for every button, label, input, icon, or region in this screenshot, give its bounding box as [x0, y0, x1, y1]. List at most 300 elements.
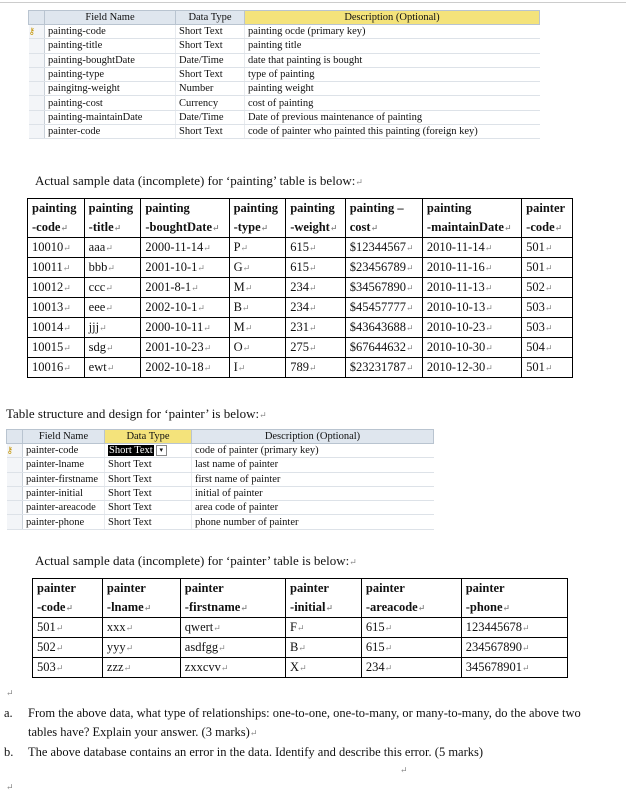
cell-value: 615: [365, 620, 385, 634]
field-name-cell[interactable]: painter-code: [23, 444, 105, 458]
painting-sample-row: [28, 298, 573, 318]
table-cell: [84, 278, 141, 298]
cell-value: jjj: [88, 320, 100, 334]
table-cell: [102, 658, 180, 678]
cell-mark: ↵: [107, 263, 115, 273]
table-cell: [286, 338, 346, 358]
cell-mark: ↵: [405, 263, 414, 273]
column-header: [286, 598, 362, 618]
table-cell: [345, 278, 422, 298]
cell-value: $67644632: [349, 340, 406, 354]
table-cell: [522, 318, 573, 338]
painting-design-row[interactable]: [29, 125, 540, 139]
table-cell: [84, 358, 141, 378]
cell-mark: ↵: [485, 303, 493, 313]
description-cell[interactable]: painting weight: [245, 82, 540, 96]
cell-mark: ↵: [544, 243, 553, 253]
cell-mark: ↵: [106, 363, 115, 373]
painting-design-row[interactable]: [29, 110, 540, 124]
painter-sample-header-row: [33, 598, 568, 618]
column-header: [461, 598, 567, 618]
column-header-suffix: -title: [88, 220, 114, 234]
cell-value: X: [290, 660, 300, 674]
cell-value: 234: [290, 280, 309, 294]
data-type-cell[interactable]: Short Text: [176, 25, 245, 39]
data-type-cell[interactable]: Short Text: [105, 472, 192, 486]
cell-value: 501: [37, 620, 56, 634]
cell-mark: ↵: [503, 223, 512, 233]
painting-sample-header-row: [28, 218, 573, 238]
column-header: painter: [522, 199, 573, 219]
painting-design-grid: [28, 10, 540, 139]
cell-mark: ↵: [485, 323, 493, 333]
table-cell: [522, 238, 573, 258]
cell-mark: ↵: [296, 623, 305, 633]
cell-mark: ↵: [63, 363, 71, 373]
description-cell[interactable]: painting title: [245, 39, 540, 53]
column-header: [345, 218, 422, 238]
cell-mark: ↵: [405, 303, 414, 313]
field-name-cell[interactable]: painting-boughtDate: [45, 53, 176, 67]
cell-value: 2010-11-14: [426, 240, 485, 254]
data-type-cell[interactable]: Short Text: [176, 125, 245, 139]
table-cell: [33, 618, 103, 638]
paragraph-mark: ↵: [6, 688, 14, 698]
row-selector[interactable]: [29, 67, 45, 81]
table-cell: [345, 338, 422, 358]
question-a-label: a.: [4, 706, 13, 720]
data-type-cell[interactable]: Short Text: [105, 486, 192, 500]
table-cell: [361, 638, 461, 658]
table-cell: [422, 358, 521, 378]
column-header: [180, 598, 285, 618]
painter-structure-caption: Table structure and design for ‘painter’ is below:↵: [6, 406, 267, 421]
cell-mark: ↵: [105, 243, 113, 253]
cell-mark: ↵: [63, 343, 71, 353]
field-name-cell[interactable]: painter-initial: [23, 486, 105, 500]
table-cell: [345, 238, 422, 258]
cell-value: 504: [526, 340, 545, 354]
painting-sample-row: [28, 338, 573, 358]
cell-value: $12344567: [349, 240, 406, 254]
data-type-cell[interactable]: Short Text: [105, 458, 192, 472]
column-header-suffix: -boughtDate: [145, 220, 213, 234]
cell-mark: ↵: [405, 323, 414, 333]
cell-value: 10010: [32, 240, 64, 254]
description-cell[interactable]: Date of previous maintenance of painting: [245, 110, 540, 124]
cell-value: 234567890: [465, 640, 522, 654]
painter-sample-header-row: [33, 579, 568, 599]
table-cell: [345, 258, 422, 278]
cell-mark: ↵: [55, 643, 64, 653]
cell-mark: ↵: [544, 343, 553, 353]
field-name-cell[interactable]: painting-cost: [45, 96, 176, 110]
table-cell: [229, 278, 286, 298]
cell-value: xxx: [106, 620, 126, 634]
column-header: [286, 218, 346, 238]
cell-mark: ↵: [242, 343, 251, 353]
painting-design-row[interactable]: [29, 96, 540, 110]
column-header: painter: [461, 579, 567, 599]
description-header: Description (Optional): [192, 430, 434, 444]
cell-mark: ↵: [203, 343, 212, 353]
table-cell: [28, 338, 85, 358]
cell-value: 2010-12-30: [426, 360, 486, 374]
column-header: painting: [28, 199, 85, 219]
description-cell[interactable]: painting ocde (primary key): [245, 25, 540, 39]
painter-design-row[interactable]: [7, 515, 434, 529]
row-selector-header: [29, 11, 45, 25]
table-cell: [461, 658, 567, 678]
cell-mark: ↵: [405, 243, 414, 253]
cell-mark: ↵: [99, 323, 107, 333]
table-cell: [229, 338, 286, 358]
cell-value: G: [233, 260, 243, 274]
cell-mark: ↵: [544, 263, 553, 273]
cell-value: 231: [290, 320, 309, 334]
cell-value: eee: [88, 300, 106, 314]
cell-mark: ↵: [197, 263, 205, 273]
row-selector[interactable]: [29, 96, 45, 110]
cell-value: 2010-10-23: [426, 320, 486, 334]
painter-sample-caption: Actual sample data (incomplete) for ‘painter’ table is below:↵: [35, 553, 357, 568]
column-header: painter: [102, 579, 180, 599]
field-name-cell[interactable]: painter-areacode: [23, 501, 105, 515]
table-cell: [229, 238, 286, 258]
question-b-label: b.: [4, 745, 14, 759]
cell-mark: ↵: [105, 303, 113, 313]
cell-value: B: [233, 300, 242, 314]
column-header-suffix: -phone: [465, 600, 503, 614]
description-cell[interactable]: last name of painter: [192, 458, 434, 472]
cell-value: 2001-8-1: [145, 280, 192, 294]
table-cell: [286, 638, 362, 658]
cell-value: ewt: [88, 360, 107, 374]
column-header: painting: [84, 199, 141, 219]
cell-value: 502: [526, 280, 545, 294]
cell-value: 345678901: [465, 660, 522, 674]
cell-mark: ↵: [544, 323, 553, 333]
cell-value: aaa: [88, 240, 106, 254]
cell-value: O: [233, 340, 243, 354]
cell-value: $23231787: [349, 360, 406, 374]
row-selector[interactable]: [29, 110, 45, 124]
painting-design-row[interactable]: [29, 39, 540, 53]
row-selector[interactable]: [7, 486, 23, 500]
column-header-suffix: -maintainDate: [426, 220, 504, 234]
description-cell[interactable]: type of painting: [245, 67, 540, 81]
column-header: [141, 218, 229, 238]
table-cell: [141, 338, 229, 358]
cell-mark: ↵: [125, 643, 134, 653]
table-cell: [286, 298, 346, 318]
table-cell: [422, 238, 521, 258]
cell-value: 10015: [32, 340, 64, 354]
cell-mark: ↵: [502, 603, 511, 613]
paragraph-mark: ↵: [6, 782, 14, 792]
table-cell: [229, 258, 286, 278]
cell-value: 10014: [32, 320, 64, 334]
cell-value: bbb: [88, 260, 108, 274]
cell-mark: ↵: [384, 663, 393, 673]
table-cell: [141, 238, 229, 258]
cell-mark: ↵: [485, 343, 493, 353]
table-cell: [522, 278, 573, 298]
data-type-cell[interactable]: Short Text: [176, 67, 245, 81]
cell-value: F: [290, 620, 297, 634]
cell-value: 2002-10-18: [145, 360, 204, 374]
cell-mark: ↵: [485, 363, 493, 373]
primary-key-icon[interactable]: ⚷: [29, 25, 45, 39]
table-cell: [461, 618, 567, 638]
field-name-header: Field Name: [23, 430, 105, 444]
column-header-suffix: -weight: [290, 220, 330, 234]
data-type-cell[interactable]: Number: [176, 82, 245, 96]
cell-value: 501: [526, 260, 545, 274]
cell-mark: ↵: [241, 303, 250, 313]
cell-mark: ↵: [55, 663, 64, 673]
table-cell: [229, 318, 286, 338]
description-cell[interactable]: code of painter who painted this painting (foreign key): [245, 125, 540, 139]
cell-mark: ↵: [308, 303, 317, 313]
cell-value: zzz: [106, 660, 124, 674]
cell-value: 615: [290, 240, 309, 254]
row-selector[interactable]: [29, 39, 45, 53]
cell-mark: ↵: [65, 603, 74, 613]
table-cell: [361, 618, 461, 638]
field-name-cell[interactable]: painter-code: [45, 125, 176, 139]
table-cell: [141, 318, 229, 338]
field-name-cell[interactable]: painter-phone: [23, 515, 105, 529]
column-header-suffix: -code: [32, 220, 61, 234]
question-b: [4, 743, 600, 762]
cell-mark: ↵: [544, 283, 553, 293]
data-type-cell[interactable]: Short Text: [105, 501, 192, 515]
cell-mark: ↵: [212, 223, 220, 233]
column-header: painter: [33, 579, 103, 599]
row-selector[interactable]: [29, 82, 45, 96]
cell-mark: ↵: [220, 663, 229, 673]
table-cell: [180, 638, 285, 658]
table-cell: [102, 618, 180, 638]
cell-mark: ↵: [55, 623, 64, 633]
cell-mark: ↵: [62, 263, 71, 273]
table-cell: [286, 238, 346, 258]
cell-mark: ↵: [308, 323, 317, 333]
cell-value: $43643688: [349, 320, 406, 334]
table-cell: [141, 298, 229, 318]
data-type-cell[interactable]: Short Text: [105, 515, 192, 529]
row-selector[interactable]: [7, 501, 23, 515]
description-cell[interactable]: code of painter (primary key): [192, 444, 434, 458]
column-header: [229, 218, 286, 238]
cell-mark: ↵: [544, 303, 553, 313]
row-selector[interactable]: [7, 458, 23, 472]
field-name-cell[interactable]: painting-type: [45, 67, 176, 81]
cell-value: 2010-10-13: [426, 300, 486, 314]
row-selector[interactable]: [7, 515, 23, 529]
cell-mark: ↵: [384, 643, 393, 653]
column-header: painting: [422, 199, 521, 219]
painting-sample-row: [28, 258, 573, 278]
table-cell: [286, 258, 346, 278]
cell-value: 234: [365, 660, 385, 674]
field-name-cell[interactable]: painter-lname: [23, 458, 105, 472]
painter-sample-row: [33, 658, 568, 678]
field-name-cell[interactable]: painting-maintainDate: [45, 110, 176, 124]
painting-design-row[interactable]: [29, 67, 540, 81]
data-type-cell[interactable]: Currency: [176, 96, 245, 110]
question-a-text: From the above data, what type of relationships: one-to-one, one-to-many, or many-to-many, do the above two tables have? Explain your answer. (3 marks)↵: [28, 706, 581, 739]
cell-mark: ↵: [191, 283, 199, 293]
table-cell: [286, 318, 346, 338]
painter-design-row[interactable]: [7, 486, 434, 500]
table-cell: [422, 338, 521, 358]
data-type-selected[interactable]: Short Text: [109, 445, 153, 457]
field-name-cell[interactable]: painting-code: [45, 25, 176, 39]
cell-value: 2001-10-23: [145, 340, 204, 354]
table-cell: [422, 298, 521, 318]
cell-value: 2010-11-13: [426, 280, 485, 294]
row-selector[interactable]: [7, 472, 23, 486]
cell-mark: ↵: [197, 303, 205, 313]
cell-value: asdfgg: [184, 640, 219, 654]
description-cell[interactable]: initial of painter: [192, 486, 434, 500]
painting-design-row[interactable]: [29, 53, 540, 67]
table-cell: [422, 258, 521, 278]
question-b-text: The above database contains an error in the data. Identify and describe this error. (5 marks): [28, 745, 484, 759]
row-selector[interactable]: [29, 125, 45, 139]
cell-mark: ↵: [308, 283, 317, 293]
column-header-suffix: -firstname: [184, 600, 241, 614]
table-cell: [345, 358, 422, 378]
painter-design-row[interactable]: [7, 501, 434, 515]
cell-value: 10016: [32, 360, 64, 374]
data-type-header: Data Type: [105, 430, 192, 444]
column-header: painter: [361, 579, 461, 599]
painter-design-row[interactable]: [7, 458, 434, 472]
data-type-cell[interactable]: Short Text: [176, 39, 245, 53]
description-header: Description (Optional): [245, 11, 540, 25]
painter-sample-table: [32, 578, 568, 678]
data-type-cell[interactable]: [105, 444, 192, 458]
cell-mark: ↵: [405, 363, 414, 373]
table-cell: [522, 298, 573, 318]
field-name-cell[interactable]: painter-firstname: [23, 472, 105, 486]
cell-value: M: [233, 320, 245, 334]
table-cell: [229, 298, 286, 318]
field-name-cell[interactable]: painting-title: [45, 39, 176, 53]
cell-mark: ↵: [308, 243, 317, 253]
table-cell: [229, 358, 286, 378]
cell-mark: ↵: [325, 603, 333, 613]
column-header: [33, 598, 103, 618]
dropdown-arrow-icon[interactable]: ▾: [156, 445, 167, 456]
painter-design-row[interactable]: [7, 444, 434, 458]
cell-value: 2001-10-1: [145, 260, 198, 274]
description-cell[interactable]: phone number of painter: [192, 515, 434, 529]
table-cell: [180, 658, 285, 678]
table-cell: [33, 658, 103, 678]
column-header: [361, 598, 461, 618]
table-cell: [141, 258, 229, 278]
column-header-suffix: -areacode: [365, 600, 418, 614]
cell-mark: ↵: [260, 223, 269, 233]
row-selector[interactable]: [29, 53, 45, 67]
cell-mark: ↵: [484, 243, 493, 253]
cell-mark: ↵: [484, 283, 493, 293]
cell-mark: ↵: [544, 363, 553, 373]
painting-sample-row: [28, 318, 573, 338]
cell-value: 789: [290, 360, 309, 374]
column-header: [84, 218, 141, 238]
cell-mark: ↵: [521, 663, 530, 673]
cell-value: 615: [290, 260, 309, 274]
table-cell: [28, 358, 85, 378]
table-cell: [422, 318, 521, 338]
cell-value: $45457777: [349, 300, 406, 314]
cell-value: P: [233, 240, 241, 254]
painting-design-row[interactable]: [29, 82, 540, 96]
cell-mark: ↵: [203, 243, 211, 253]
data-type-cell[interactable]: Date/Time: [176, 53, 245, 67]
painting-design-row[interactable]: [29, 25, 540, 39]
primary-key-icon[interactable]: ⚷: [7, 444, 23, 458]
cell-value: qwert: [184, 620, 214, 634]
description-cell[interactable]: date that painting is bought: [245, 53, 540, 67]
data-type-cell[interactable]: Date/Time: [176, 110, 245, 124]
cell-mark: ↵: [242, 263, 251, 273]
cell-mark: ↵: [237, 363, 246, 373]
cell-mark: ↵: [308, 263, 317, 273]
question-a: [4, 704, 600, 743]
painter-design-row[interactable]: [7, 472, 434, 486]
cell-value: I: [233, 360, 238, 374]
cell-mark: ↵: [106, 343, 114, 353]
painting-sample-caption: Actual sample data (incomplete) for ‘painting’ table is below:↵: [35, 173, 363, 188]
cell-value: 2000-11-14: [145, 240, 204, 254]
painting-sample-header-row: [28, 199, 573, 219]
row-selector-header: [7, 430, 23, 444]
table-cell: [461, 638, 567, 658]
description-cell[interactable]: first name of painter: [192, 472, 434, 486]
cell-mark: ↵: [213, 623, 221, 633]
table-cell: [286, 278, 346, 298]
painting-sample-row: [28, 278, 573, 298]
cell-mark: ↵: [240, 603, 248, 613]
cell-mark: ↵: [63, 303, 71, 313]
cell-mark: ↵: [554, 223, 563, 233]
table-cell: [28, 238, 85, 258]
painter-sample-row: [33, 638, 568, 658]
cell-mark: ↵: [521, 643, 530, 653]
column-header: [102, 598, 180, 618]
data-type-header: Data Type: [176, 11, 245, 25]
cell-value: 502: [37, 640, 56, 654]
cell-mark: ↵: [299, 663, 307, 673]
field-name-cell[interactable]: paingitng-weight: [45, 82, 176, 96]
column-header-suffix: -type: [233, 220, 261, 234]
cell-value: 123445678: [465, 620, 522, 634]
description-cell[interactable]: cost of painting: [245, 96, 540, 110]
description-cell[interactable]: area code of painter: [192, 501, 434, 515]
cell-mark: ↵: [484, 263, 493, 273]
column-header-suffix: -code: [526, 220, 555, 234]
table-cell: [345, 318, 422, 338]
column-header: [522, 218, 573, 238]
table-cell: [84, 258, 141, 278]
cell-value: M: [233, 280, 245, 294]
